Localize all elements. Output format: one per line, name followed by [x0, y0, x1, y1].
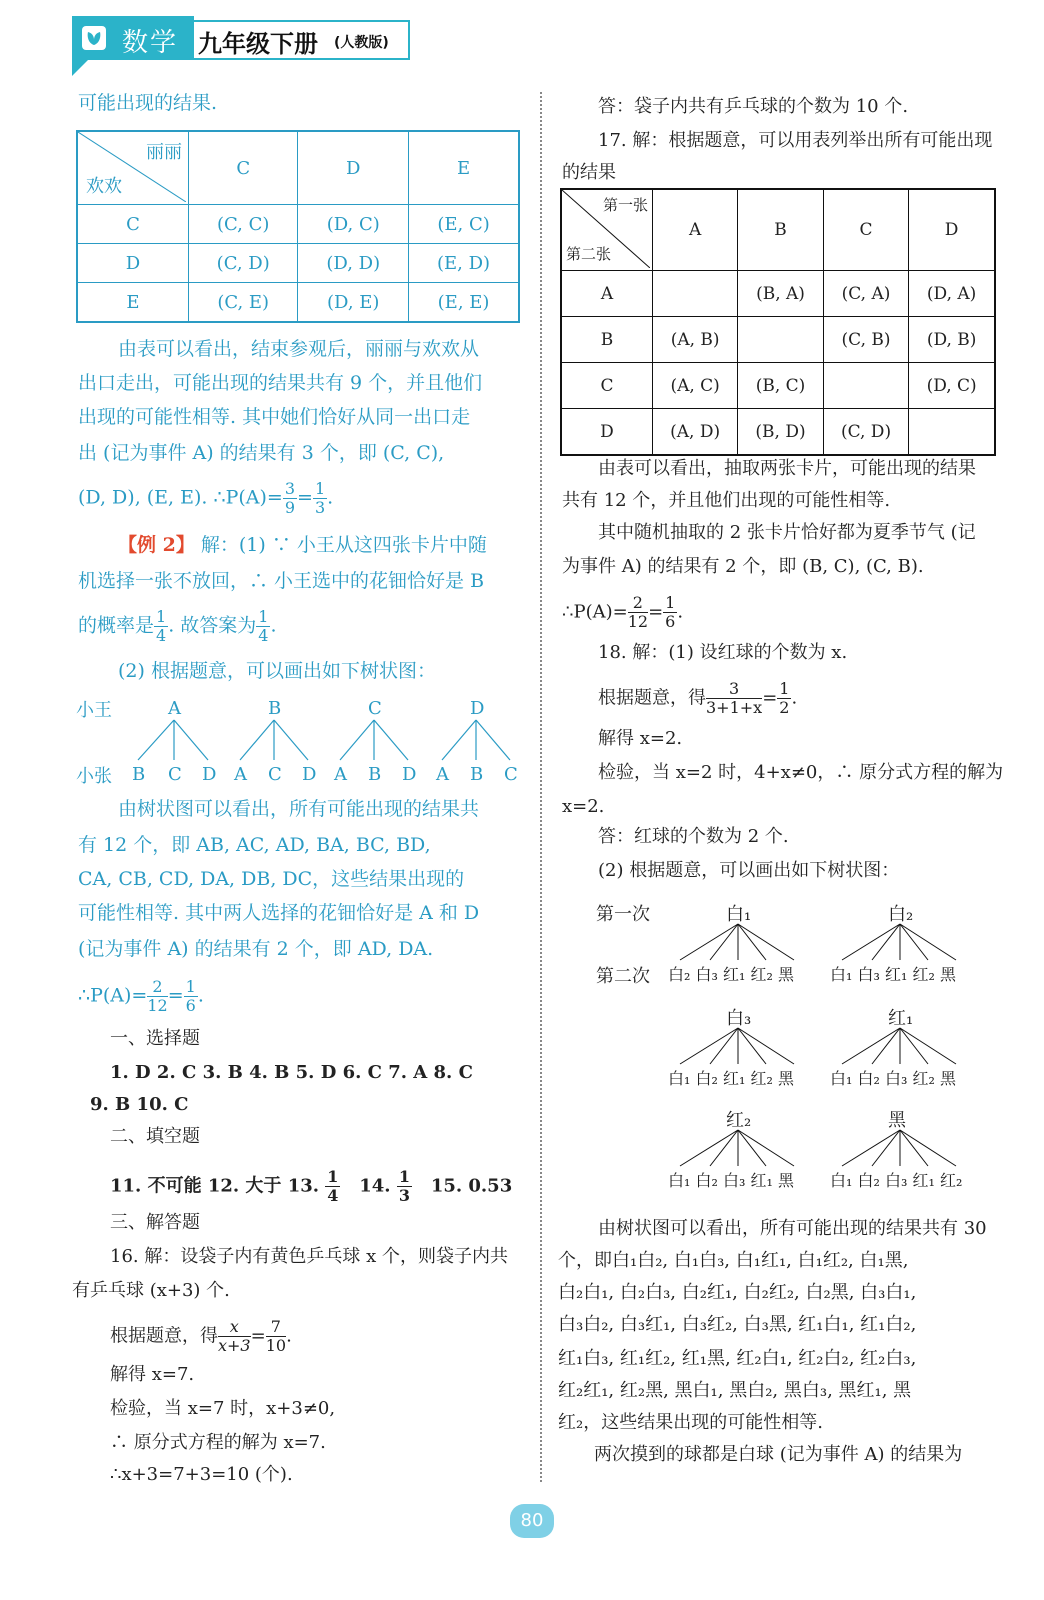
table-cell: (D, E) [298, 283, 409, 323]
col-header: C [189, 131, 298, 205]
table-cell: (E, C) [409, 205, 519, 244]
section-heading: 二、填空题 [110, 1126, 200, 1147]
table-row [77, 244, 519, 283]
tree-node: 白₃ [726, 1008, 752, 1029]
table-cell: (B, D) [738, 409, 824, 456]
tree-leaves: 白₁ 白₃ 红₁ 红₂ 黑 [830, 965, 957, 984]
row-header: A [561, 271, 653, 317]
para-line: 出口走出，可能出现的结果共有 9 个，并且他们 [78, 372, 483, 394]
table-cell: (C, D) [823, 409, 908, 456]
tree-leaf: B [470, 764, 484, 785]
col-header: C [823, 189, 908, 271]
para-line: (D, D), (E, E). ∴P(A)= $\frac{3}{9}$ = $\frac{1}{3}$ . [78, 479, 334, 517]
example-2: 【例 2】 解：(1) ∵ 小王从这四张卡片中随 [118, 534, 487, 556]
tree-leaf: B [132, 764, 146, 785]
col-header: D [298, 131, 409, 205]
table-cell: (C, E) [189, 283, 298, 323]
tree-leaves: 白₁ 白₂ 红₁ 红₂ 黑 [668, 1069, 795, 1088]
para-line: 共有 12 个，并且他们出现的可能性相等. [562, 490, 891, 511]
corner-bottom: 欢欢 [86, 176, 122, 197]
table-cell: (E, E) [409, 283, 519, 323]
para-line: 可能性相等. 其中两人选择的花钿恰好是 A 和 D [78, 902, 480, 924]
para-line: 有乒乓球 (x+3) 个. [72, 1280, 230, 1301]
tree-leaf: D [402, 764, 417, 785]
tree-label-1: 小王 [76, 700, 112, 721]
table-cell: (D, C) [298, 205, 409, 244]
para-line: 个，即白₁白₂, 白₁白₃, 白₁红₁, 白₁红₂, 白₁黑, [558, 1250, 909, 1271]
tree-leaves: 白₁ 白₂ 白₃ 红₁ 黑 [668, 1171, 795, 1190]
table-cell [823, 363, 908, 409]
table-corner [561, 189, 653, 271]
table-cell: (E, D) [409, 244, 519, 283]
tree-leaf: D [302, 764, 317, 785]
para-line: (2) 根据题意，可以画出如下树状图： [118, 660, 436, 682]
tree-label-2: 小张 [76, 766, 112, 787]
para-line: 有 12 个，即 AB, AC, AD, BA, BC, BD, [78, 834, 431, 856]
section-heading: 三、解答题 [110, 1212, 200, 1233]
para-line: 由表可以看出，抽取两张卡片，可能出现的结果 [598, 458, 976, 479]
page-header [72, 16, 412, 62]
answer-line: 11. 不可能 12. 大于 13. $\frac{1}{4}$ 14. $\frac{1}{3}$ 15. 0.53 [110, 1167, 513, 1205]
tree-leaf: A [436, 764, 449, 785]
col-header: A [653, 189, 738, 271]
table-cell: (B, A) [738, 271, 824, 317]
subject-label: 数学 [122, 28, 179, 58]
table-row [561, 271, 995, 317]
tree-diagram-right [590, 898, 1010, 1198]
para-line: 解得 x=2. [598, 728, 683, 749]
tree-leaf: C [168, 764, 182, 785]
corner-top: 丽丽 [146, 142, 182, 163]
table-cell: (A, D) [653, 409, 738, 456]
outcome-table-right [560, 188, 996, 456]
table-cell: (A, C) [653, 363, 738, 409]
table-cell [653, 271, 738, 317]
para-line: 由树状图可以看出，所有可能出现的结果共 [118, 798, 480, 820]
tree-node: 白₂ [888, 904, 914, 925]
table-cell [738, 317, 824, 363]
row-header: C [77, 205, 189, 244]
para-line: 答：袋子内共有乒乓球的个数为 10 个. [598, 96, 909, 117]
table-cell: (C, A) [823, 271, 908, 317]
tree-node: 红₁ [888, 1008, 914, 1029]
para-line: 根据题意，得 $\frac{3}{3+1+x}$ = $\frac{1}{2}$ . [598, 679, 798, 717]
para-line: 出现的可能性相等. 其中她们恰好从同一出口走 [78, 406, 471, 428]
outcome-table-left [76, 130, 520, 323]
table-cell: (B, C) [738, 363, 824, 409]
tree-node: 白₁ [726, 904, 752, 925]
corner-top: 第一张 [602, 196, 648, 214]
para-line: 16. 解：设袋子内有黄色乒乓球 x 个，则袋子内共 [110, 1246, 508, 1267]
answer-line: 9. B 10. C [90, 1094, 189, 1115]
table-row [561, 409, 995, 456]
tree-leaf: A [334, 764, 347, 785]
para-line: (2) 根据题意，可以画出如下树状图： [598, 860, 900, 881]
page-number: 80 [510, 1504, 554, 1538]
tree-node: 红₂ [726, 1110, 752, 1131]
tree-node: A [168, 698, 181, 719]
fraction: $\frac{3}{9}$ [284, 479, 296, 517]
table-cell: (D, A) [909, 271, 995, 317]
para-line: 白₃白₂, 白₃红₁, 白₃红₂, 白₃黑, 红₁白₁, 红₁白₂, [558, 1314, 917, 1335]
tree-leaf: A [234, 764, 247, 785]
table-corner [77, 131, 189, 205]
tree-leaf: C [268, 764, 282, 785]
table-row [77, 205, 519, 244]
fraction: $\frac{1}{3}$ [314, 479, 326, 517]
row-header: B [561, 317, 653, 363]
tree-diagram-left [76, 696, 526, 792]
tree-leaf: C [504, 764, 518, 785]
para-line: 的概率是 $\frac{1}{4}$ . 故答案为 $\frac{1}{4}$ . [78, 607, 277, 645]
table-cell [909, 409, 995, 456]
para-line: 的结果 [562, 162, 616, 183]
para-line: 由表可以看出，结束参观后，丽丽与欢欢从 [118, 338, 480, 360]
para-line: 检验，当 x=7 时，x+3≠0, [110, 1398, 336, 1419]
corner-bottom: 第二张 [566, 245, 612, 263]
row-header: E [77, 283, 189, 323]
answer-line: 1. D 2. C 3. B 4. B 5. D 6. C 7. A 8. C [110, 1062, 473, 1083]
para-line: ∴P(A)= $\frac{2}{12}$ = $\frac{1}{6}$ . [78, 977, 204, 1015]
para-line: 两次摸到的球都是白球 (记为事件 A) 的结果为 [594, 1444, 963, 1465]
left-line-1: 可能出现的结果. [78, 92, 218, 114]
para-line: 红₁白₃, 红₁红₂, 红₁黑, 红₂白₁, 红₂白₂, 红₂白₃, [558, 1348, 917, 1369]
tree-label-2: 第二次 [596, 966, 650, 987]
section-heading: 一、选择题 [110, 1028, 200, 1049]
column-divider [540, 92, 542, 1482]
prob-text: (D, D), (E, E). ∴P(A)= [78, 486, 283, 509]
col-header: E [409, 131, 519, 205]
table-row [77, 283, 519, 323]
table-row [561, 363, 995, 409]
table-cell: (C, D) [189, 244, 298, 283]
example-label: 【例 2】 [118, 534, 195, 556]
header-tail [72, 60, 88, 76]
row-header: C [561, 363, 653, 409]
para-line: CA, CB, CD, DA, DB, DC，这些结果出现的 [78, 868, 465, 890]
para-line: ∴ 原分式方程的解为 x=7. [110, 1432, 326, 1453]
tree-leaves: 白₁ 白₂ 白₃ 红₂ 黑 [830, 1069, 957, 1088]
para-line: 17. 解：根据题意，可以用表列举出所有可能出现 [598, 130, 993, 151]
edition-label: (人教版) [334, 35, 389, 51]
para-line: ∴x+3=7+3=10 (个). [110, 1464, 293, 1485]
col-header: B [738, 189, 824, 271]
subject-tab [72, 16, 194, 60]
grade-box [194, 20, 410, 60]
table-row [561, 317, 995, 363]
para-line: 其中随机抽取的 2 张卡片恰好都为夏季节气 (记 [598, 522, 976, 543]
para-line: 机选择一张不放回，∴ 小王选中的花钿恰好是 B [78, 570, 485, 592]
para-line: 答：红球的个数为 2 个. [598, 826, 789, 847]
para-line: 出 (记为事件 A) 的结果有 3 个，即 (C, C), [78, 442, 445, 464]
para-line: 解得 x=7. [110, 1364, 195, 1385]
tree-leaf: B [368, 764, 382, 785]
tree-leaves: 白₂ 白₃ 红₁ 红₂ 黑 [668, 965, 795, 984]
table-cell: (D, B) [909, 317, 995, 363]
para-line: 红₂红₁, 红₂黑, 黑白₁, 黑白₂, 黑白₃, 黑红₁, 黑 [558, 1380, 912, 1401]
para-line: 白₂白₁, 白₂白₃, 白₂红₁, 白₂红₂, 白₂黑, 白₃白₁, [558, 1282, 917, 1303]
row-header: D [77, 244, 189, 283]
para-line: 根据题意，得 $\frac{x}{x+3}$ = $\frac{7}{10}$ . [110, 1317, 292, 1355]
table-cell: (D, D) [298, 244, 409, 283]
tree-label-1: 第一次 [596, 904, 650, 925]
tree-node: 黑 [888, 1110, 906, 1131]
leaf-icon [82, 26, 106, 50]
para-line: 18. 解：(1) 设红球的个数为 x. [598, 642, 848, 663]
para-line: ∴P(A)= $\frac{2}{12}$ = $\frac{1}{6}$ . [562, 593, 684, 631]
tree-lines [590, 898, 1010, 1198]
tree-node: D [470, 698, 485, 719]
row-header: D [561, 409, 653, 456]
para-line: x=2. [562, 796, 605, 817]
grade-label: 九年级下册 [198, 30, 318, 58]
tree-node: B [268, 698, 282, 719]
para-line: 检验，当 x=2 时，4+x≠0，∴ 原分式方程的解为 [598, 762, 1004, 783]
table-cell: (A, B) [653, 317, 738, 363]
para-line: 由树状图可以看出，所有可能出现的结果共有 30 [598, 1218, 987, 1239]
col-header: D [909, 189, 995, 271]
table-cell: (D, C) [909, 363, 995, 409]
para-line: (记为事件 A) 的结果有 2 个，即 AD, DA. [78, 938, 434, 960]
para-line: 为事件 A) 的结果有 2 个，即 (B, C), (C, B). [562, 556, 924, 577]
table-cell: (C, C) [189, 205, 298, 244]
tree-leaf: D [202, 764, 217, 785]
tree-leaves: 白₁ 白₂ 白₃ 红₁ 红₂ [830, 1171, 963, 1190]
para-line: 红₂，这些结果出现的可能性相等. [558, 1412, 823, 1433]
table-cell: (C, B) [823, 317, 908, 363]
tree-node: C [368, 698, 382, 719]
